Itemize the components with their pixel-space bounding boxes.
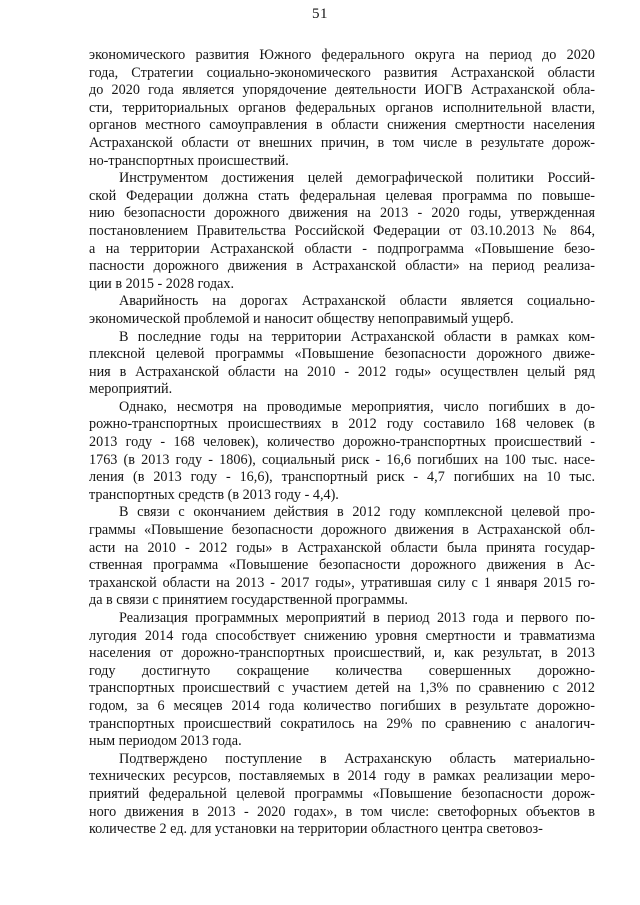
text-line: Аварийность на дорогах Астраханской области является социально- [119, 293, 595, 310]
text-line: ления (в 2013 году - 16,6), транспортный риск - 4,7 погибших на 10 тыс. [89, 469, 595, 486]
text-line: нию безопасности дорожного движения на 2013 - 2020 годы, утвержденная [89, 205, 595, 222]
text-line: В последние годы на территории Астраханской области в рамках ком- [119, 328, 595, 345]
text-line: до 2020 года является упорядочение деятельности ИОГВ Астраханской обла- [89, 82, 595, 99]
text-line: органов местного самоуправления в области снижения смертности населения [89, 117, 595, 134]
text-line: Инструментом достижения целей демографической политики Россий- [119, 170, 595, 187]
text-line: Подтверждено поступление в Астраханскую область материально- [119, 750, 595, 767]
paragraph [89, 399, 595, 505]
paragraph [89, 47, 595, 170]
document-body [89, 47, 595, 839]
paragraph [89, 293, 595, 328]
text-line: граммы «Повышение безопасности дорожного движения в Астраханской обл- [89, 522, 595, 539]
text-line: Реализация программных мероприятий в период 2013 года и первого по- [119, 610, 595, 626]
page-number: 51 [312, 6, 328, 22]
text-line: а на территории Астраханской области - подпрограмма «Повышение безо- [89, 240, 595, 257]
text-line: транспортных средств (в 2013 году - 4,4). [89, 486, 339, 503]
text-line: постановлением Правительства Российской Федерации от 03.10.2013 № 864, [89, 222, 595, 239]
text-line: да в связи с принятием государственной программы. [89, 592, 408, 609]
text-line: 2013 году - 168 человек), количество дорожно-транспортных происшествий - [89, 434, 595, 451]
text-line: ного движения в 2013 - 2020 годах», в том числе: светофорных объектов в [89, 803, 595, 820]
paragraph [89, 329, 595, 399]
text-line: приятий федеральной целевой программы «Повышение безопасности дорож- [89, 785, 595, 802]
paragraph [89, 751, 595, 839]
text-line: ции в 2015 - 2028 годах. [89, 275, 234, 292]
text-line: транспортных происшествий с участием детей на 1,3% по сравнению с 2012 [89, 680, 595, 697]
paragraph [89, 610, 595, 751]
text-line: количестве 2 ед. для установки на территории областного центра световоз- [89, 821, 543, 838]
text-line: ской Федерации должна стать федеральная целевая программа по повыше- [89, 187, 595, 204]
text-line: ным периодом 2013 года. [89, 733, 242, 750]
text-line: лугодия 2014 года способствует снижению уровня смертности и травматизма [89, 627, 595, 644]
text-line: сти, территориальных органов федеральных органов исполнительной власти, [89, 99, 595, 116]
paragraph [89, 170, 595, 293]
text-line: Однако, несмотря на проводимые мероприятия, число погибших в до- [119, 398, 595, 415]
text-line: плексной целевой программы «Повышение безопасности дорожного движе- [89, 346, 595, 363]
text-line: но-транспортных происшествий. [89, 152, 289, 169]
text-line: В связи с окончанием действия в 2012 году комплексной целевой про- [119, 504, 595, 521]
paragraph [89, 504, 595, 610]
text-line: года, Стратегии социально-экономического развития Астраханской области [89, 64, 595, 81]
text-line: транспортных происшествий сократилось на 29% по сравнению с аналогич- [89, 715, 595, 732]
text-line: траханской области на 2013 - 2017 годы», утратившая силу с 1 января 2015 го- [89, 574, 595, 591]
text-line: рожно-транспортных происшествиях в 2012 году составило 168 человек (в [89, 416, 595, 433]
text-line: экономической проблемой и наносит обществу непоправимый ущерб. [89, 310, 514, 327]
text-line: асти на 2010 - 2012 годы» в Астраханской области была принята государ- [89, 539, 595, 556]
text-line: годом, за 6 месяцев 2014 года количество погибших в результате дорожно- [89, 697, 595, 714]
text-line: ния в Астраханской области на 2010 - 2012 годы» осуществлен целый ряд [89, 363, 595, 380]
text-line: году достигнуто сокращение количества совершенных дорожно- [89, 662, 595, 679]
text-line: 1763 (в 2013 году - 1806), социальный риск - 16,6 погибших на 100 тыс. насе- [89, 451, 595, 468]
text-line: ственная программа «Повышение безопасности дорожного движения в Ас- [89, 557, 595, 574]
text-line: мероприятий. [89, 381, 173, 398]
text-line: технических ресурсов, поставляемых в 2014 году в рамках реализации меро- [89, 768, 595, 785]
text-line: Астраханской области от внешних причин, в том числе в результате дорож- [89, 134, 595, 151]
text-line: населения от дорожно-транспортных происшествий, и, как результат, в 2013 [89, 645, 595, 662]
text-line: пасности дорожного движения в Астраханской области» на период реализа- [89, 258, 595, 275]
text-line: экономического развития Южного федерального округа на период до 2020 [89, 47, 595, 63]
